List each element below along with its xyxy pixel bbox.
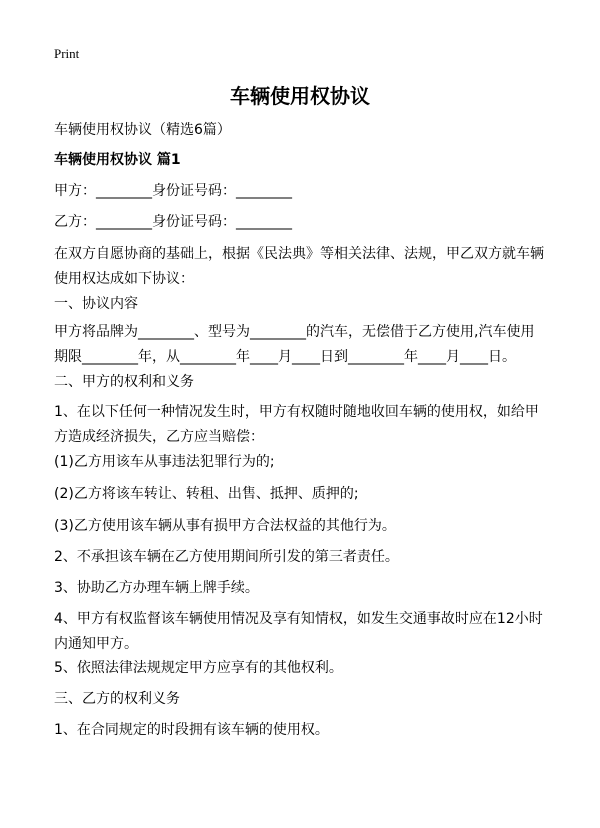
heading-agreement-content: 一、协议内容 — [54, 296, 138, 312]
heading-party-a-rights: 二、甲方的权利和义务 — [54, 374, 194, 390]
print-link[interactable]: Print — [54, 46, 80, 61]
list-item: 1、在合同规定的时段拥有该车辆的使用权。 — [54, 722, 329, 738]
list-item: (2)乙方将该车转让、转租、出售、抵押、质押的; — [54, 486, 359, 502]
section-heading: 车辆使用权协议 篇1 — [54, 152, 181, 168]
party-a-line: 甲方：________身份证号码：________ — [54, 183, 292, 199]
subtitle: 车辆使用权协议（精选6篇） — [54, 122, 231, 138]
paragraph-recall-right: 1、在以下任何一种情况发生时，甲方有权随时随地收回车辆的使用权，如给甲方造成经济损失，乙方应当赔偿： — [54, 404, 539, 445]
list-item: (3)乙方使用该车辆从事有损甲方合法权益的其他行为。 — [54, 518, 396, 534]
paragraph-vehicle-details: 甲方将品牌为________、型号为________的汽车，无偿借于乙方使用,汽车使用期限________年，从________年____月____日到________年____月____日。 — [54, 324, 535, 365]
list-item: (1)乙方用该车从事违法犯罪行为的; — [54, 454, 275, 470]
list-item: 3、协助乙方办理车辆上牌手续。 — [54, 580, 259, 596]
list-item: 2、不承担该车辆在乙方使用期间所引发的第三者责任。 — [54, 549, 399, 565]
document-title: 车辆使用权协议 — [230, 84, 370, 108]
party-b-line: 乙方：________身份证号码：________ — [54, 214, 292, 230]
heading-party-b-rights: 三、乙方的权利义务 — [54, 691, 180, 707]
paragraph-intro: 在双方自愿协商的基础上，根据《民法典》等相关法律、法规，甲乙双方就车辆使用权达成如下协议： — [54, 246, 544, 287]
list-item: 5、依照法律法规规定甲方应享有的其他权利。 — [54, 660, 343, 676]
paragraph-supervision: 4、甲方有权监督该车辆使用情况及享有知情权，如发生交通事故时应在12小时内通知甲方。 — [54, 611, 543, 652]
